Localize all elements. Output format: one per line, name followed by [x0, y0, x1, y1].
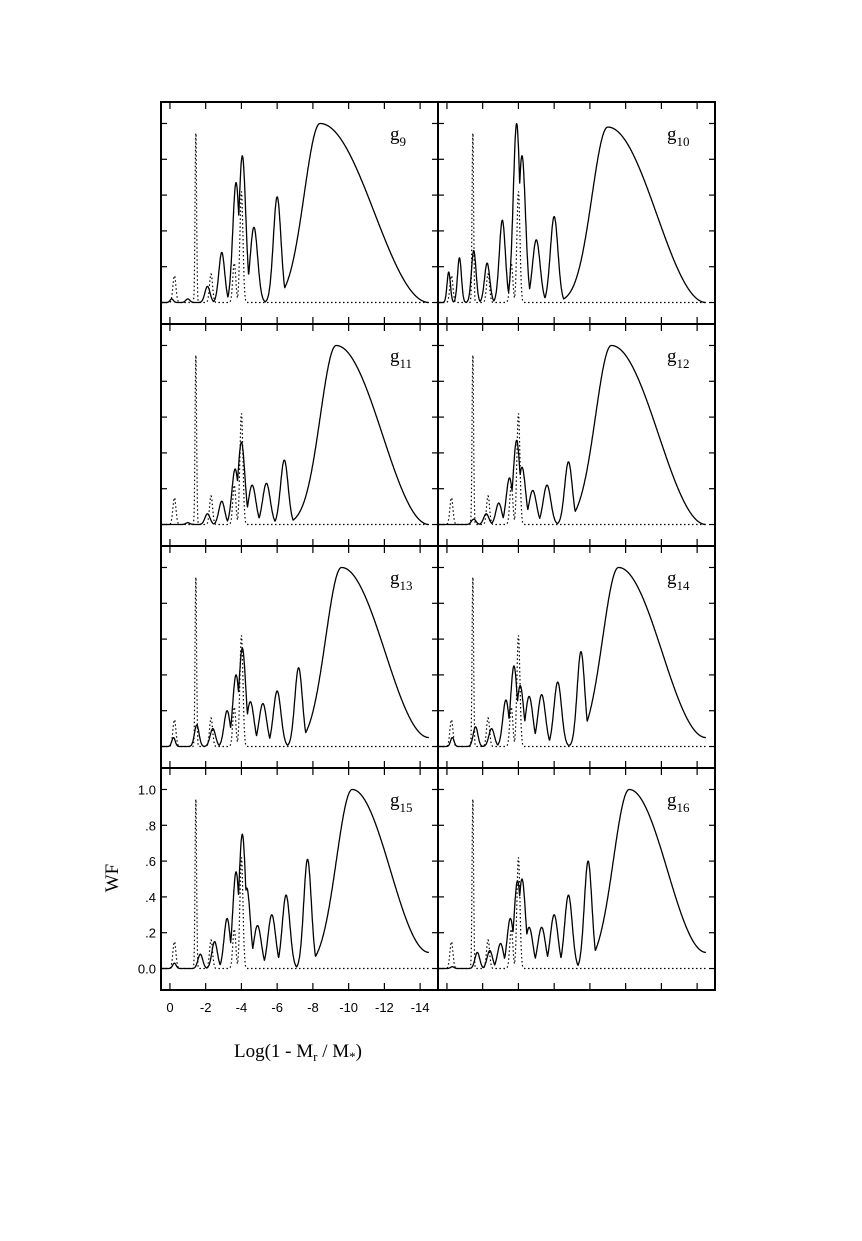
solid-series: [162, 124, 429, 303]
y-tick-label: .8: [145, 818, 156, 834]
y-tick-label: .2: [145, 925, 156, 941]
x-axis: [166, 1000, 429, 1015]
panel-label-main: g: [667, 346, 677, 367]
panel-label: [667, 124, 690, 149]
y-tick-label: .6: [145, 854, 156, 870]
solid-series: [162, 790, 429, 969]
dotted-series: [439, 355, 706, 524]
panel-g16: [438, 768, 715, 990]
x-tick-label: -10: [339, 1000, 359, 1015]
panel-label-main: g: [667, 124, 677, 145]
solid-series: [439, 346, 706, 525]
y-axis-label: WF: [102, 863, 123, 893]
panel-label-sub: 9: [399, 134, 406, 149]
panel-label-main: g: [390, 790, 400, 811]
x-tick-label: -14: [410, 1000, 430, 1015]
x-tick-label: -8: [307, 1000, 319, 1015]
x-tick-label: -6: [271, 1000, 283, 1015]
panel-g12: [438, 324, 715, 546]
panel-g13: [161, 546, 438, 768]
x-tick-label: -12: [374, 1000, 394, 1015]
panel-label: [390, 568, 413, 593]
x-axis-label-sub-star: *: [349, 1049, 356, 1064]
panel-g14: [438, 546, 715, 768]
x-axis-label-sub-r: r: [313, 1049, 318, 1064]
panel-label: [390, 346, 412, 371]
solid-series: [439, 568, 706, 747]
panel-label-main: g: [667, 568, 677, 589]
panel-label-sub: 11: [399, 356, 413, 371]
panel-label-sub: 13: [399, 578, 413, 593]
panel-g9: [161, 102, 438, 324]
panel-label: [390, 124, 406, 149]
x-tick-label: -4: [235, 1000, 248, 1015]
panel-grid: [161, 102, 715, 990]
panel-label-sub: 12: [676, 356, 690, 371]
dotted-series: [162, 355, 429, 524]
solid-series: [162, 346, 429, 525]
panel-label-sub: 14: [676, 578, 690, 593]
panel-label-main: g: [390, 568, 400, 589]
panel-label: [667, 346, 690, 371]
x-axis-label-mid: / M: [317, 1041, 350, 1062]
solid-series: [162, 568, 429, 747]
dotted-series: [162, 133, 429, 302]
panel-label-sub: 15: [399, 800, 413, 815]
panel-label-main: g: [667, 790, 677, 811]
panel-label-main: g: [390, 346, 400, 367]
dotted-series: [162, 799, 429, 968]
panel-label: [667, 790, 690, 815]
x-axis-label-main: Log(1 - M: [233, 1041, 314, 1062]
y-tick-label: 0.0: [137, 961, 156, 977]
dotted-series: [439, 799, 706, 968]
panel-g10: [438, 102, 715, 324]
y-tick-label: .4: [145, 889, 156, 905]
x-axis-label-end: ): [355, 1041, 363, 1062]
panel-label-main: g: [390, 124, 400, 145]
dotted-series: [439, 133, 706, 302]
panel-g11: [161, 324, 438, 546]
panel-label: [667, 568, 690, 593]
y-tick-label: 1.0: [137, 782, 156, 798]
panel-label-sub: 10: [676, 134, 690, 149]
panel-label-sub: 16: [676, 800, 690, 815]
y-axis: [138, 782, 156, 976]
panel-label: [390, 790, 413, 815]
x-tick-label: -2: [199, 1000, 212, 1015]
x-axis-label: [234, 1041, 362, 1064]
panel-g15: [161, 768, 438, 990]
x-tick-label: 0: [166, 1000, 174, 1015]
solid-series: [439, 790, 706, 969]
solid-series: [439, 124, 706, 303]
